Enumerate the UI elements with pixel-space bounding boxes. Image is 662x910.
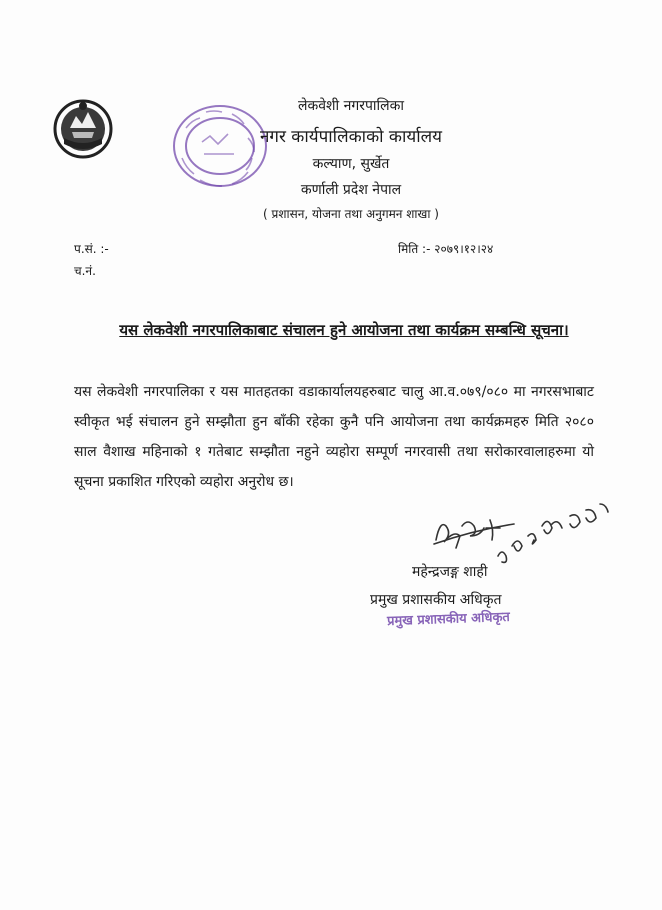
notice-body: यस लेकवेशी नगरपालिका र यस मातहतका वडाकार्यालयहरुबाट चालु आ.व.०७९/०८० मा नगरसभाबाट स्वीकृत भई संचालन हुने सम्झौता हुन बाँकी रहेका कुनै पनि आयोजना तथा कार्यक्रमहरु मिति २०८० साल वैशाख महिनाको १ गतेबाट सम्झौता नहुने व्यहोरा सम्पूर्ण नगरवासी तथा सरोकारवालाहरुमा यो सूचना प्रकाशित गरिएको व्यहोरा अनुरोध छ। (74, 384, 594, 490)
province-name: कर्णाली प्रदेश नेपाल (300, 182, 402, 198)
signatory-designation: प्रमुख प्रशासकीय अधिकृत (370, 592, 502, 608)
municipality-name: लेकवेशी नगरपालिका (297, 98, 405, 114)
notice-subject (64, 316, 624, 344)
signatory-name: महेन्द्रजङ्ग शाही (412, 564, 488, 580)
notice-date: मिति :- २०७९।१२।२४ (398, 242, 494, 256)
dispatch-number-label: च.नं. (74, 264, 96, 278)
office-name: नगर कार्यपालिकाको कार्यालय (259, 127, 443, 147)
handwritten-signature (428, 496, 618, 566)
designation-stamp: प्रमुख प्रशासकीय अधिकृत (386, 609, 511, 630)
office-location: कल्याण, सुर्खेत (312, 156, 390, 172)
notice-subject-text: यस लेकवेशी नगरपालिकाबाट संचालन हुने आयोजना तथा कार्यक्रम सम्बन्धि सूचना। (119, 321, 569, 339)
section-name: ( प्रशासन, योजना तथा अनुगमन शाखा ) (263, 207, 439, 221)
reference-number-label: प.सं. :- (74, 242, 109, 256)
